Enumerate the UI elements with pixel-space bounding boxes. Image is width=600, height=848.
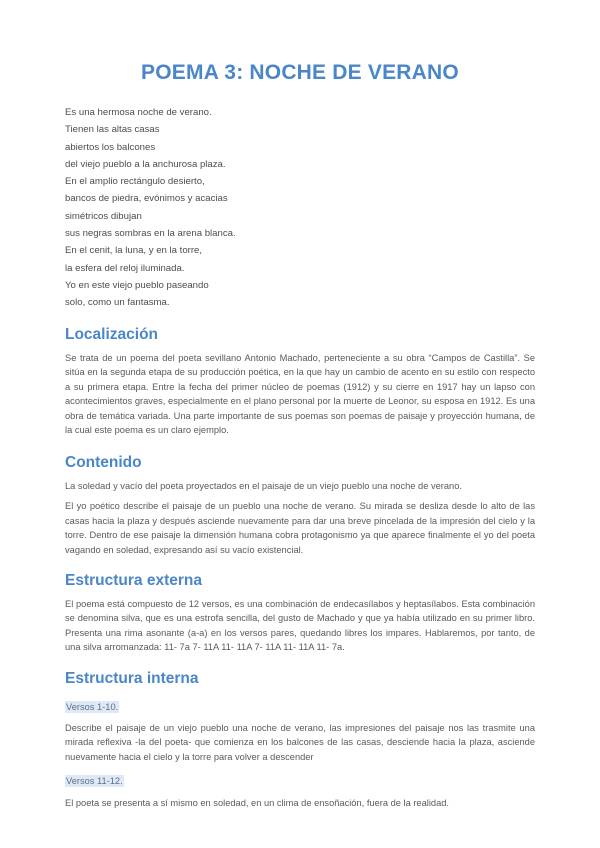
section-heading: Localización [65,326,159,343]
section-heading: Estructura externa [65,572,202,589]
poem-line: En el cenit, la luna, y en la torre, [65,245,203,257]
poem-line: En el amplio rectángulo desierto, [65,176,205,188]
section-localizacion [65,325,535,437]
poem-line: sus negras sombras en la arena blanca. [65,228,236,240]
poem-line: bancos de piedra, evónimos y acacias [65,193,228,205]
poem-line: abiertos los balcones [65,141,156,153]
section-heading: Contenido [65,454,142,471]
poem-block [65,104,236,312]
section-heading: Estructura interna [65,670,199,687]
poem-line: Yo en este viejo pueblo paseando [65,279,209,291]
section-paragraph: El poema está compuesto de 12 versos, es una combinación de endecasílabos y heptasílabos. Esta combinación se denomina silva, que es una estrofa sencilla, del gusto de Machado y que ya había utilizado en su primer libro. Presenta una rima asonante (a-a) en los versos pares, quedando libres los impares. Hablaremos, por tanto, de una silva arromanzada: 11- 7a 7- 11A 11- 11A 7- 11A 11- 11A 11- 7a. [65,599,535,653]
highlight-label: Versos 11-12. [66,776,123,787]
poem-line: Es una hermosa noche de verano. [65,107,212,118]
highlight-label: Versos 1-10. [66,702,119,712]
section-estructura-interna [65,669,535,811]
section-paragraph: La soledad y vacío del poeta proyectados en el paisaje de un viejo pueblo una noche de verano. [65,481,462,491]
poem-line: Tienen las altas casas [65,124,160,136]
page-title: POEMA 3: NOCHE DE VERANO [141,61,459,84]
section-estructura-externa [65,571,535,655]
section-paragraph: Describe el paisaje de un viejo pueblo una noche de verano, las impresiones del paisaje nos las trasmite una mirada reflexiva -la del poeta- que comienza en los balcones de las casas, desciende hacia la plaza, asciende nuevamente hacia el cielo y la torre para volver a descender [65,723,535,762]
section-paragraph: El poeta se presenta a sí mismo en soledad, en un clima de ensoñación, fuera de la realidad. [65,798,449,809]
poem-line: la esfera del reloj iluminada. [65,262,185,274]
section-contenido [65,453,535,557]
section-paragraph: Se trata de un poema del poeta sevillano Antonio Machado, perteneciente a su obra “Campos de Castilla”. Se sitúa en la segunda etapa de su producción poética, en la que hay un cambio de acento en su estilo con respecto a su primera etapa. Entre la fecha del primer núcleo de poemas (1912) y su cierre en 1917 hay un lapso con acontecimientos graves, especialmente en el plano personal por la muerte de Leonor, su esposa en 1912. Es una obra de temática variada. Una parte importante de sus poemas son poemas de paisaje y proyección humana, de la cual este poema es un claro ejemplo. [65,353,535,436]
section-paragraph: El yo poético describe el paisaje de un pueblo una noche de verano. Su mirada se desliza desde lo alto de las casas hacia la plaza y después asciende nuevamente para dar una breve pincelada de la impresión del cielo y la torre. Dentro de ese paisaje la dimensión humana cobra protagonismo ya que aparece finalmente el yo del poeta vagando en soledad, expresando así su vacío existencial. [65,501,535,555]
poem-line: simétricos dibujan [65,210,142,222]
poem-line: solo, como un fantasma. [65,297,170,309]
poem-line: del viejo pueblo a la anchurosa plaza. [65,158,226,170]
